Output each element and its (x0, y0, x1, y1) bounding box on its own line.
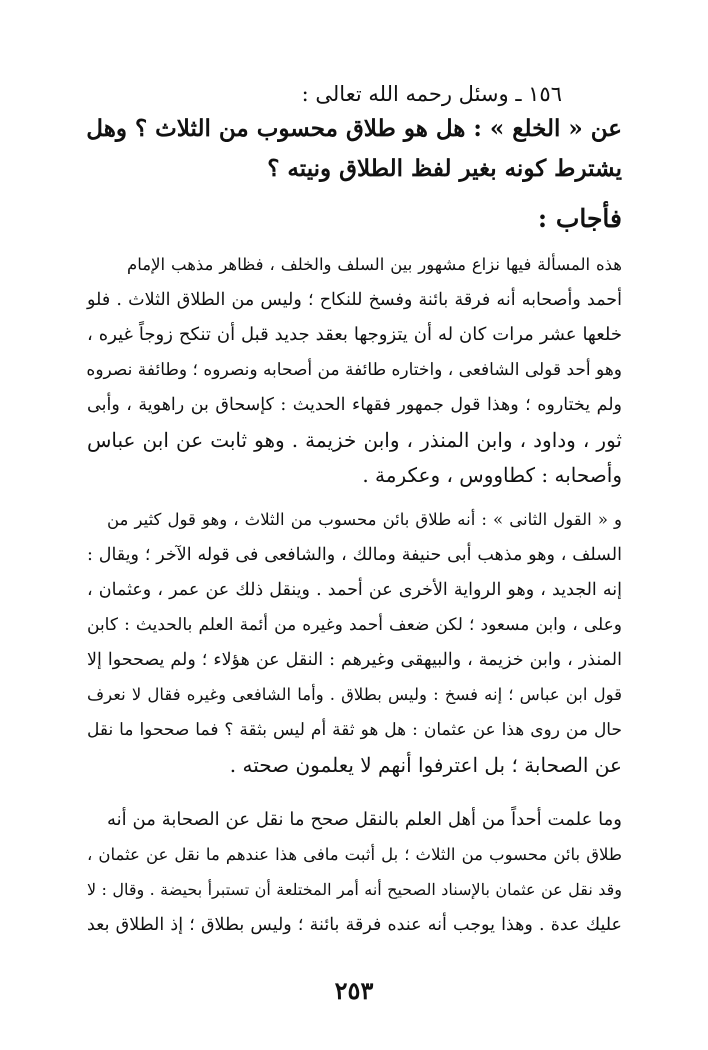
paragraph-3-line-1: وما علمت أحداً من أهل العلم بالنقل صحح ما نقل عن الصحابة من أنه (107, 809, 622, 830)
question-line-2: يشترط كونه بغير لفظ الطلاق ونيته ؟ (267, 155, 622, 182)
question-line-1: عن « الخلع » : هل هو طلاق محسوب من الثلاث ؟ وهل (86, 115, 622, 142)
paragraph-3-line-2: طلاق بائن محسوب من الثلاث ؛ بل أثبت مافى هذا عندهم ما نقل عن عثمان ، (87, 845, 622, 864)
paragraph-3-line-4: عليك عدة . وهذا يوجب أنه عنده فرقة بائنة ؛ وليس بطلاق ؛ إذ الطلاق بعد (87, 915, 622, 935)
paragraph-1-line-5: ولم يختاروه ؛ وهذا قول جمهور فقهاء الحديث : كإسحاق بن راهوية ، وأبى (87, 395, 622, 415)
paragraph-1-line-2: أحمد وأصحابه أنه فرقة بائنة وفسخ للنكاح ؛ وليس من الطلاق الثلاث . فلو (87, 290, 622, 310)
paragraph-2-line-4: وعلى ، وابن مسعود ؛ لكن ضعف أحمد وغيره من أئمة العلم بالحديث : كابن (87, 615, 622, 635)
paragraph-1-line-1: هذه المسألة فيها نزاع مشهور بين السلف والخلف ، فظاهر مذهب الإمام (127, 255, 622, 274)
paragraph-2-line-2: السلف ، وهو مذهب أبى حنيفة ومالك ، والشافعى فى قوله الآخر ؛ ويقال : (87, 545, 622, 565)
paragraph-2-line-6: قول ابن عباس ؛ إنه فسخ : وليس بطلاق . وأما الشافعى وغيره فقال لا نعرف (87, 685, 622, 704)
paragraph-1-line-7: وأصحابه : كطاووس ، وعكرمة . (362, 463, 622, 487)
paragraph-2-line-1: و « القول الثانى » : أنه طلاق بائن محسوب من الثلاث ، وهو قول كثير من (107, 510, 622, 529)
paragraph-2-line-7: حال من روى هذا عن عثمان : هل هو ثقة أم ليس بثقة ؟ فما صححوا ما نقل (87, 720, 622, 740)
paragraph-2-line-5: المنذر ، وابن خزيمة ، والبيهقى وغيرهم : النقل عن هؤلاء ؛ ولم يصححوا إلا (87, 650, 622, 670)
paragraph-3-line-3: وقد نقل عن عثمان بالإسناد الصحيح أنه أمر المختلعة أن تستبرأ بحيضة . وقال : لا (87, 880, 622, 899)
paragraph-2-line-3: إنه الجديد ، وهو الرواية الأخرى عن أحمد . وينقل ذلك عن عمر ، وعثمان ، (87, 580, 622, 600)
answer-label: فأجاب : (537, 204, 622, 233)
page-number: ٢٥٣ (334, 976, 374, 1005)
paragraph-1-line-6: ثور ، وداود ، وابن المنذر ، وابن خزيمة . وهو ثابت عن ابن عباس (87, 428, 622, 452)
paragraph-2-line-8: عن الصحابة ؛ بل اعترفوا أنهم لا يعلمون صحته . (229, 753, 622, 777)
paragraph-1-line-4: وهو أحد قولى الشافعى ، واختاره طائفة من أصحابه ونصروه ؛ وطائفة نصروه (86, 360, 622, 380)
fatwa-number-line: ١٥٦ ـ وسئل رحمه الله تعالى : (301, 82, 562, 106)
paragraph-1-line-3: خلعها عشر مرات كان له أن يتزوجها بعقد جديد قبل أن تنكح زوجاً غيره ، (87, 324, 622, 345)
